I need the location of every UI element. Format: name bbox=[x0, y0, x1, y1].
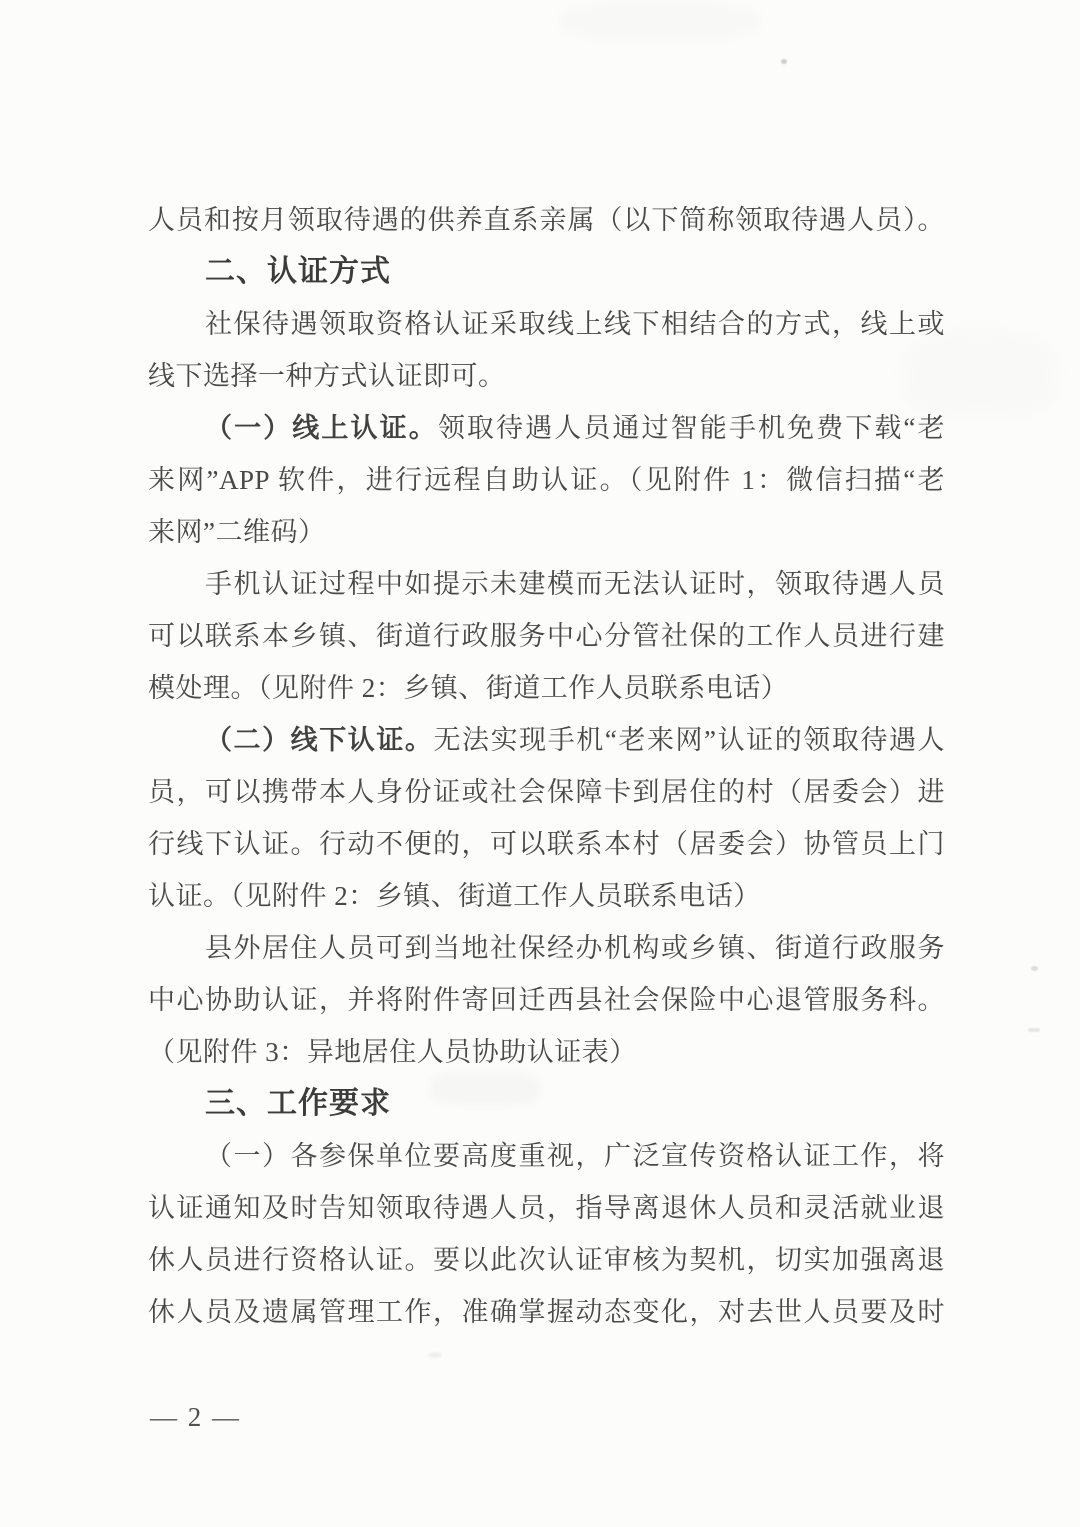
scan-smudge bbox=[560, 1, 760, 41]
line-text: 领取待遇人员通过智能手机免费下载“老 bbox=[437, 413, 945, 443]
doc-line: 来网”二维码） bbox=[148, 517, 326, 547]
scan-speck bbox=[428, 1352, 442, 1358]
page-number: — 2 — bbox=[150, 1402, 241, 1432]
subsection-lead-online-certification: （一）线上认证。 bbox=[205, 413, 438, 443]
doc-line: 手机认证过程中如提示未建模而无法认证时，领取待遇人员 bbox=[205, 569, 945, 599]
scan-speck bbox=[1028, 1028, 1040, 1032]
doc-line: 休人员进行资格认证。要以此次认证审核为契机，切实加强离退 bbox=[148, 1245, 945, 1275]
doc-line: 线下选择一种方式认证即可。 bbox=[148, 361, 506, 391]
scan-speck bbox=[1031, 966, 1038, 971]
line-text: 无法实现手机“老来网”认证的领取待遇人 bbox=[433, 725, 945, 755]
doc-line: 认证。（见附件 2：乡镇、街道工作人员联系电话） bbox=[148, 881, 761, 911]
doc-line bbox=[148, 402, 945, 454]
doc-line: （见附件 3：异地居住人员协助认证表） bbox=[148, 1037, 637, 1067]
scan-speck bbox=[781, 59, 787, 64]
doc-line: 人员和按月领取待遇的供养直系亲属（以下简称领取待遇人员）。 bbox=[148, 205, 945, 235]
doc-line: （一）各参保单位要高度重视，广泛宣传资格认证工作，将 bbox=[205, 1141, 945, 1171]
doc-line: 中心协助认证，并将附件寄回迁西县社会保险中心退管服务科。 bbox=[148, 985, 945, 1015]
doc-line: 员，可以携带本人身份证或社会保障卡到居住的村（居委会）进 bbox=[148, 777, 945, 807]
section-heading-work-requirements: 三、工作要求 bbox=[205, 1086, 391, 1121]
doc-line: 可以联系本乡镇、街道行政服务中心分管社保的工作人员进行建 bbox=[148, 621, 945, 651]
document-text-block bbox=[148, 194, 945, 1338]
doc-line: 行线下认证。行动不便的，可以联系本村（居委会）协管员上门 bbox=[148, 829, 945, 859]
doc-line: 县外居住人员可到当地社保经办机构或乡镇、街道行政服务 bbox=[205, 933, 945, 963]
subsection-lead-offline-certification: （二）线下认证。 bbox=[205, 725, 434, 755]
doc-line: 休人员及遗属管理工作，准确掌握动态变化，对去世人员要及时 bbox=[148, 1297, 945, 1327]
doc-line: 模处理。（见附件 2：乡镇、街道工作人员联系电话） bbox=[148, 673, 789, 703]
doc-line: 来网”APP 软件，进行远程自助认证。（见附件 1：微信扫描“老 bbox=[148, 465, 945, 495]
doc-line: 认证通知及时告知领取待遇人员，指导离退休人员和灵活就业退 bbox=[148, 1193, 945, 1223]
doc-line bbox=[148, 714, 945, 766]
doc-line: 社保待遇领取资格认证采取线上线下相结合的方式，线上或 bbox=[205, 309, 945, 339]
section-heading-certification-method: 二、认证方式 bbox=[205, 254, 391, 289]
